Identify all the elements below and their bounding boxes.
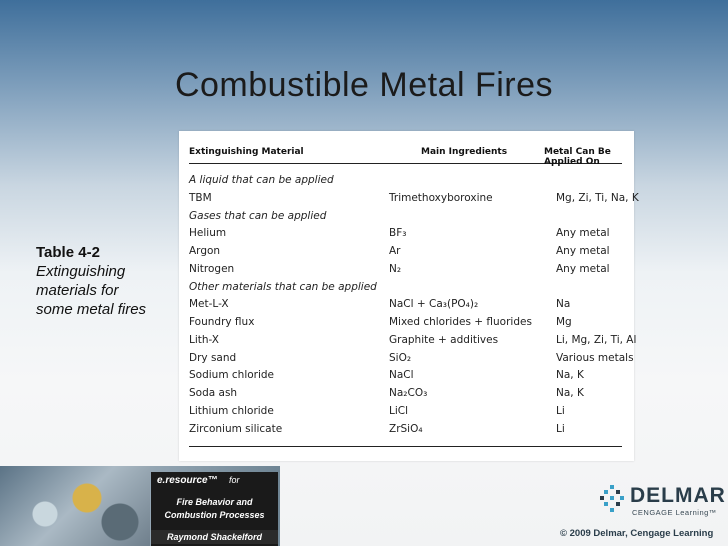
table-cell-c3: Li: [556, 422, 565, 435]
table-row: [189, 386, 622, 404]
table-cell-c1: Met-L-X: [189, 298, 229, 311]
table-row: [189, 262, 622, 280]
table-cell-c3: Any metal: [556, 245, 610, 257]
table-row: [189, 333, 637, 351]
book-title-line2: Combustion Processes: [164, 510, 265, 520]
header-extinguishing-material: Extinguishing Material: [189, 147, 304, 157]
table-cell-c2: Mixed chlorides + fluorides: [389, 316, 532, 328]
table-cell-c1: Dry sand: [189, 351, 237, 364]
extinguishing-materials-table: [179, 131, 639, 461]
table-cell-c2: SiO₂: [389, 351, 412, 364]
table-cell-c1: Helium: [189, 227, 227, 240]
table-cell-c1: Gases that can be applied: [189, 209, 327, 222]
book-banner: [0, 466, 280, 546]
table-row: [189, 315, 622, 333]
table-cell-c3: Various metals: [556, 351, 634, 364]
table-cell-c3: Any metal: [556, 262, 610, 275]
book-author: Raymond Shackelford: [151, 530, 278, 544]
table-row: [189, 404, 622, 422]
book-label: [151, 472, 278, 546]
table-cell-c1: Other materials that can be applied: [189, 280, 377, 293]
table-caption-text: Extinguishing materials for some metal fires: [36, 263, 147, 318]
firefighter-photo: [0, 466, 150, 546]
eresource-for: for: [229, 475, 240, 485]
table-cell-c1: Sodium chloride: [189, 369, 275, 382]
table-cell-c1: Soda ash: [189, 387, 238, 399]
table-cell-c1: Zirconium silicate: [189, 422, 283, 435]
header-metal-applied-on: Metal Can Be Applied On: [544, 147, 611, 167]
table-section-row: [189, 280, 622, 298]
table-cell-c3: Na, K: [556, 369, 584, 382]
header-main-ingredients: Main Ingredients: [421, 147, 508, 157]
copyright-notice: © 2009 Delmar, Cengage Learning: [560, 528, 714, 539]
table-cell-c3: Mg: [556, 316, 572, 328]
table-cell-c3: Na: [556, 298, 571, 311]
table-cell-c2: Trimethoxyboroxine: [389, 191, 493, 204]
table-cell-c2: N₂: [389, 262, 402, 275]
delmar-mark-icon: [598, 484, 626, 514]
eresource-logo: e.resource™: [157, 475, 218, 486]
table-cell-c2: Na₂CO₃: [389, 387, 428, 399]
table-cell-c2: Ar: [389, 245, 401, 257]
table-row: [189, 191, 639, 209]
table-cell-c2: NaCl: [389, 369, 414, 382]
table-cell-c2: ZrSiO₄: [389, 422, 423, 435]
table-cell-c3: Li, Mg, Zi, Ti, Al: [556, 333, 637, 346]
table-caption-number: Table 4-2: [36, 244, 100, 261]
table-header: [189, 145, 622, 167]
table-cell-c1: Lith-X: [189, 333, 219, 346]
table-cell-c2: NaCl + Ca₃(PO₄)₂: [389, 298, 479, 311]
table-row: [189, 297, 622, 315]
table-row: [189, 351, 634, 369]
table-section-row: [189, 173, 622, 191]
table-cell-c1: Argon: [189, 245, 221, 257]
table-caption: [36, 243, 156, 319]
table-cell-c2: LiCl: [389, 404, 409, 417]
table-cell-c1: Nitrogen: [189, 262, 235, 275]
table-cell-c1: Lithium chloride: [189, 404, 274, 417]
table-cell-c3: Mg, Zi, Ti, Na, K: [556, 191, 639, 204]
table-cell-c1: A liquid that can be applied: [189, 174, 334, 186]
slide-title: Combustible Metal Fires: [174, 66, 554, 104]
table-cell-c2: BF₃: [389, 227, 407, 240]
publisher-sub: CENGAGE Learning™: [632, 508, 717, 517]
table-row: [189, 226, 622, 244]
table-section-row: [189, 209, 622, 227]
table-cell-c3: Na, K: [556, 387, 584, 399]
table-cell-c3: Li: [556, 404, 565, 417]
table-cell-c3: Any metal: [556, 227, 610, 240]
table-row: [189, 244, 622, 262]
table-cell-c1: TBM: [189, 191, 212, 204]
table-cell-c1: Foundry flux: [189, 316, 255, 328]
book-title-line1: Fire Behavior and: [176, 497, 253, 507]
table-row: [189, 368, 622, 386]
delmar-logo: [598, 484, 726, 520]
table-bottom-rule: [189, 446, 622, 447]
table-row: [189, 422, 622, 440]
table-body: [189, 173, 639, 439]
table-cell-c2: Graphite + additives: [389, 333, 499, 346]
publisher-name: DELMAR: [630, 484, 726, 507]
